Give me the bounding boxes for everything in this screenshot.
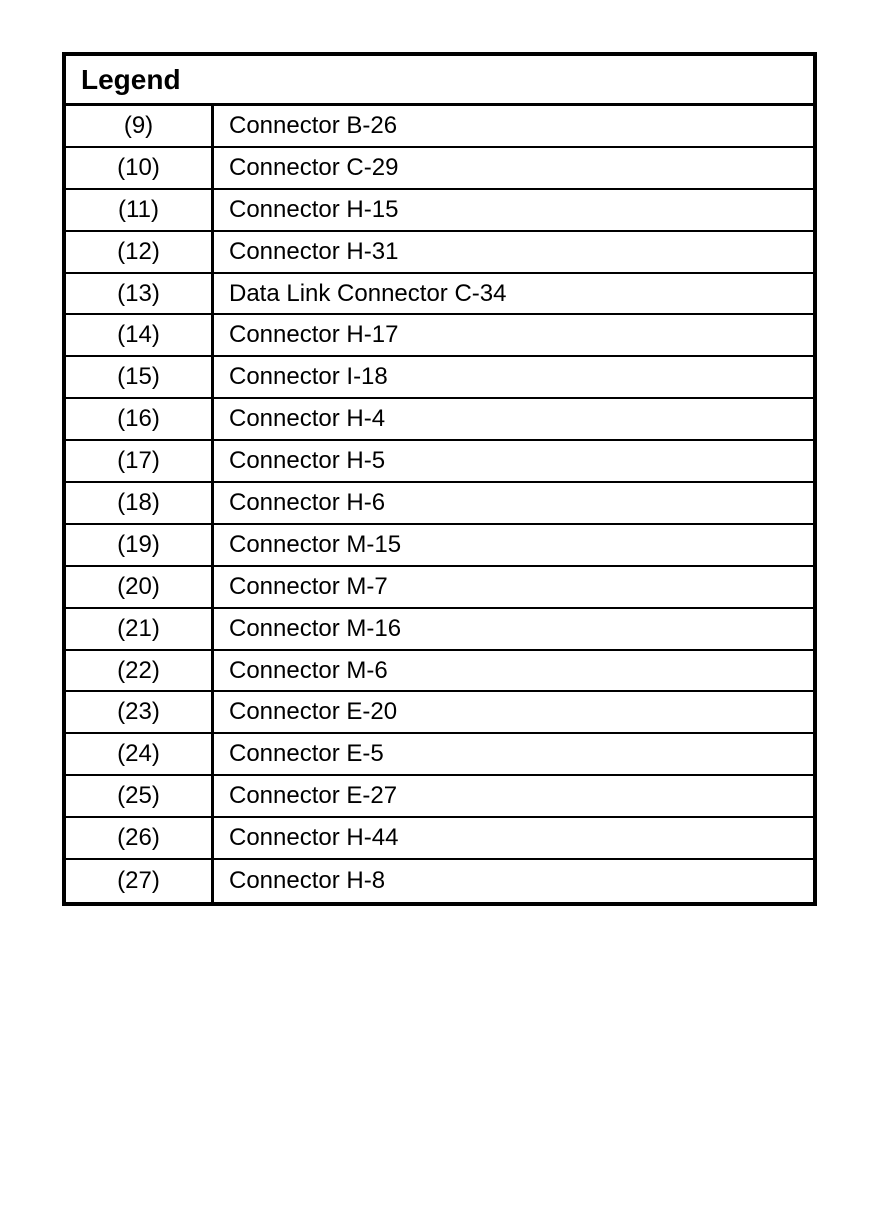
legend-row-description: Connector B-26 <box>229 111 398 139</box>
legend-row-description: Connector H-44 <box>229 824 399 852</box>
legend-row-number: (9) <box>66 106 214 146</box>
legend-row-description: Connector M-7 <box>229 572 388 600</box>
legend-row-number: (13) <box>66 274 214 314</box>
legend-row-number: (23) <box>66 692 214 732</box>
legend-row <box>66 776 813 818</box>
legend-row-number: (15) <box>66 357 214 397</box>
legend-row-number: (10) <box>66 148 214 188</box>
legend-row <box>66 357 813 399</box>
legend-row-description: Connector E-27 <box>229 782 398 810</box>
legend-row <box>66 274 813 316</box>
legend-row <box>66 525 813 567</box>
legend-row-number: (19) <box>66 525 214 565</box>
legend-row-description: Connector C-29 <box>229 153 399 181</box>
legend-row-description: Connector H-6 <box>229 488 386 516</box>
legend-title: Legend <box>66 56 813 106</box>
legend-row-number: (21) <box>66 609 214 649</box>
legend-row <box>66 567 813 609</box>
legend-row-number: (27) <box>66 860 214 902</box>
legend-row-number: (20) <box>66 567 214 607</box>
legend-table <box>62 52 817 906</box>
legend-row-number: (18) <box>66 483 214 523</box>
legend-row-number: (25) <box>66 776 214 816</box>
legend-row <box>66 399 813 441</box>
legend-row-description: Data Link Connector C-34 <box>229 279 507 307</box>
legend-row <box>66 148 813 190</box>
legend-row-description: Connector E-20 <box>229 698 398 726</box>
legend-row-description: Connector M-15 <box>229 530 402 558</box>
legend-row-number: (22) <box>66 651 214 691</box>
legend-row <box>66 232 813 274</box>
legend-row <box>66 315 813 357</box>
legend-row-description: Connector H-5 <box>229 447 386 475</box>
legend-row-description: Connector M-16 <box>229 614 402 642</box>
legend-row-number: (14) <box>66 315 214 355</box>
legend-row-number: (16) <box>66 399 214 439</box>
legend-row-number: (11) <box>66 190 214 230</box>
legend-row <box>66 818 813 860</box>
legend-row-number: (17) <box>66 441 214 481</box>
legend-row <box>66 106 813 148</box>
legend-row <box>66 441 813 483</box>
legend-row <box>66 483 813 525</box>
legend-row <box>66 190 813 232</box>
legend-row-description: Connector H-8 <box>229 866 386 894</box>
legend-row-description: Connector H-4 <box>229 405 386 433</box>
legend-row-number: (12) <box>66 232 214 272</box>
legend-row-number: (26) <box>66 818 214 858</box>
legend-row-description: Connector H-17 <box>229 321 399 349</box>
legend-row <box>66 734 813 776</box>
legend-row-description: Connector H-15 <box>229 195 399 223</box>
legend-row <box>66 692 813 734</box>
legend-row <box>66 860 813 902</box>
legend-row-description: Connector I-18 <box>229 363 388 391</box>
legend-row-number: (24) <box>66 734 214 774</box>
legend-row-description: Connector H-31 <box>229 237 399 265</box>
legend-rows <box>66 106 813 902</box>
legend-row-description: Connector E-5 <box>229 740 384 768</box>
legend-row <box>66 609 813 651</box>
legend-row <box>66 651 813 693</box>
legend-row-description: Connector M-6 <box>229 656 388 684</box>
